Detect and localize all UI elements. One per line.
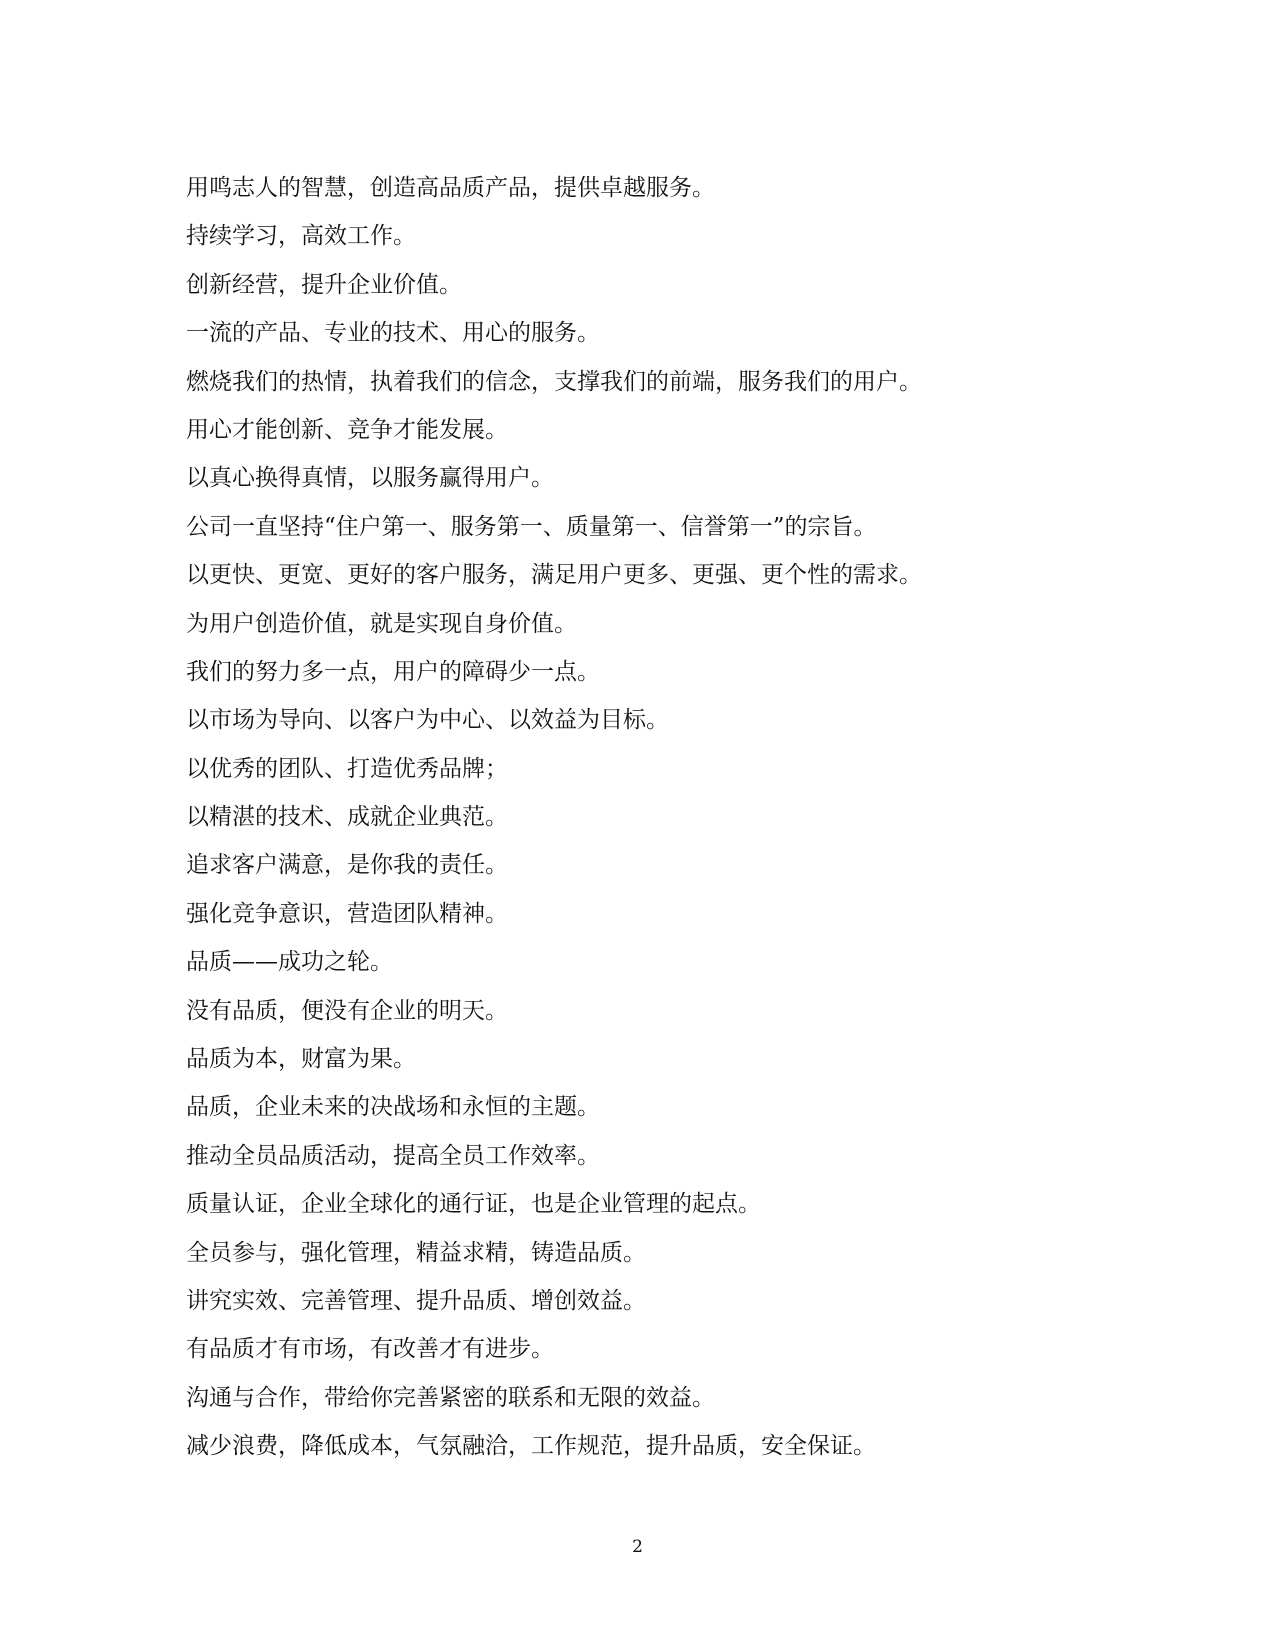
text-line: 强化竞争意识，营造团队精神。 [186,900,508,927]
text-line: 以市场为导向、以客户为中心、以效益为目标。 [186,707,669,734]
text-line: 没有品质，便没有企业的明天。 [186,997,508,1024]
text-line: 以优秀的团队、打造优秀品牌； [186,755,508,782]
text-line: 品质为本，财富为果。 [186,1046,416,1073]
text-line: 持续学习，高效工作。 [186,223,416,250]
text-line: 品质——成功之轮。 [186,949,393,976]
text-line: 减少浪费，降低成本，气氛融洽，工作规范，提升品质，安全保证。 [186,1433,876,1460]
text-line: 质量认证，企业全球化的通行证，也是企业管理的起点。 [186,1191,761,1218]
text-line: 我们的努力多一点，用户的障碍少一点。 [186,658,600,685]
text-line: 以更快、更宽、更好的客户服务，满足用户更多、更强、更个性的需求。 [186,562,922,589]
text-line: 燃烧我们的热情，执着我们的信念，支撑我们的前端，服务我们的用户。 [186,368,922,395]
text-line: 用心才能创新、竞争才能发展。 [186,416,508,443]
text-line: 推动全员品质活动，提高全员工作效率。 [186,1142,600,1169]
text-line: 创新经营，提升企业价值。 [186,271,462,298]
text-line: 为用户创造价值，就是实现自身价值。 [186,610,577,637]
text-line: 有品质才有市场，有改善才有进步。 [186,1336,554,1363]
text-line: 追求客户满意，是你我的责任。 [186,852,508,879]
text-line: 以真心换得真情，以服务赢得用户。 [186,465,554,492]
text-line: 一流的产品、专业的技术、用心的服务。 [186,320,600,347]
text-line: 全员参与，强化管理，精益求精，铸造品质。 [186,1239,646,1266]
text-line: 讲究实效、完善管理、提升品质、增创效益。 [186,1287,646,1314]
text-line: 以精湛的技术、成就企业典范。 [186,804,508,831]
text-line: 品质，企业未来的决战场和永恒的主题。 [186,1094,600,1121]
slogan-list [186,164,922,1471]
text-line: 公司一直坚持“住户第一、服务第一、质量第一、信誉第一”的宗旨。 [186,513,877,540]
page-number: 2 [632,1537,643,1557]
text-line: 沟通与合作，带给你完善紧密的联系和无限的效益。 [186,1384,715,1411]
text-line: 用鸣志人的智慧，创造高品质产品，提供卓越服务。 [186,175,715,201]
